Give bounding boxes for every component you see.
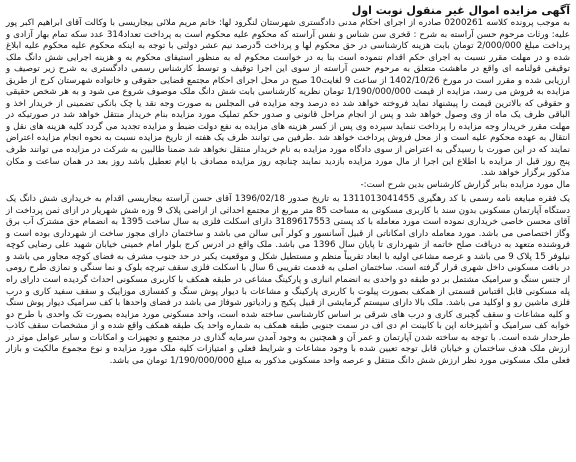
- notice-intro-paragraph: به موجب پرونده کلاسه 0200261 صادره از اجرای احکام مدنی دادگستری شهرستان لنگرود لها: خانم مریم ملائی بیجاریسی با وکالت آقای ابراهیم اکبر پور علیه: ورثات مرحوم حسن آراسته به شرح : قخری سن شناس و نفس آراسته که محکوم علیه محکوم است به پرداخت تعداد314 عدد سکه تمام بهار آزادی و پرداخت مبلغ 2/000/000 تومان بابت هزینه کارشناسی در حق محکوم لها و پرداخت 5درصد نیم عشر دولتی با توجه به اینکه محکوم علیه محکوم علیه ابلاغ شده و در مهلت مقرر نسبت به اجرای حکم اقدام ننموده است بنا به در خواست محکوم له به منظور استیفای محکوم به و هزینه اجرایی شش دانگ ملک توقیفی قولنامه ای واقع در ماهشت متعلق به مرحوم حسن آراسته از سوی این اجرا توقیف و توسط کارشناس رسمی دادگستری به شرح زیر توصیف و ارزیابی شده و مقرر است در مورخ 1402/10/26 از ساعت 9 لغایت10 صبح در محل اجرای احکام مجتمع قضایی حقوقی و خانواده شهرستان کرج از طریق مزایده به فروش می رسد، مزایده از قیمت 1/190/000/000 تومان نظریه کارشناسی بابت شش دانگ ملک موصوف شروع می شود و به هر شخص حقیقی و حقوقی که بالاترین قیمت را پیشنهاد نماید فروخته خواهد شد ده درصد وجه مزایده فی المجلس به صورت وجه نقد یا چک بانکی تضمینی از خریدار اخذ و الباقی ظرف یک ماه از وی وصول خواهد شد و پس از انجام مراحل قانونی و صدور حکم تملیک مورد مزایده بنام خریدار منتقل خواهد شد در صورتیکه در مهلت مقرر خریدار وجه مزایده را پرداخت ننماید سپرده وی پس از کسر هزینه های مزایده به نفع دولت ضبط و مزایده تجدید می گردد کلیه هزینه های نقل و انتقال به عهده محکوم علیه است و از محل فروش پرداخت خواهد شد .طرفین می توانند ظرف یک هفته از تاریخ مزایده نسبت به نحوه انجام مزایده اعتراض نمایند که در این صورت با رسیدگی به اعتراض از سوی دادگاه مورد مزایده به نام خریدار منتقل نخواهد شد ضمنا طالبین به شرکت در مزایده می توانند ظرف پنج روز قبل از مزایده با اطلاع این اجرا از مال مورد مزایده بازدید نمایند چنانچه روز مزایده مصادف با ایام تعطیل باشد روز بعد در همان ساعت و مکان مذکور برگزار خواهد شد.: [6, 18, 570, 179]
- property-description-paragraph: یک فقره مبایعه نامه رسمی با کد رهگیری 1311013041455 به تاریخ صدور 1396/02/18 آقای حسن آراسته بیجاریسی اقدام به خریداری شش دانگ یک دستگاه آپارتمان مسکونی بدون سند با کاربری مسکونی به مساحت 85 متر مربع از مجتمع احداثی از اراضی پلاک 9 وزه شش شهریار در ازای ثمن پرداخت از آقای محسن خاصی خریداری نموده است مورد معامله با کد پستی 3189617553 دارای اسکلت فلزی به سال ساخت 1395 به انضمام حق مشترک آب برق وگاز اختصاصی می باشد. مورد معامله دارای امکاناتی از قبیل آسانسور و کولر آبی سالن می باشد و ساختمان دارای مجوز ساخت از شهرداری بوده است و فروشنده متعهد به دریافت صلح خاتمه از شهرداری تا پایان سال 1396 می باشد. ملک واقع در ادرس کرج بلوار امام خمینی خیابان شهید علی رضایی کوچه نیلوفر 15 پلاک 9 می باشد و عرصه مشاعی اولیه با ابعاد تقریباً منظم و مستطیل شکل و موقعیت یکبر در حد جنوب مشرف به فضای کوچه مجاور می باشد و در بافت مسکونی داخل شهری قرار گرفته است. ساختمان اصلی به قدمت تقریبی 6 سال با اسکلت فلزی سقف تیرچه بلوک و نما سنگی و نمازی طرح رومی از جنس سنگ و سرامیک مشتمل بر دو طبقه دو واحدی به انضمام انباری و پارکینگ مشاعی در طبقه همکف با کاربری مسکونی احداث گردیده است دارای راه پله مسکونی قابل اقتباس قسمتی از همکف بصورت پیلوت با کاربری پارکینگ و مشاعات با دیوار پوش سنگ و کفسازی موزاییک و سقف سفید کاری و درب فلزی ماشین رو و اوکلید می باشد. ملک بالا دارای سیستم گرمایشی از قبیل پکیج و رادیاتور شوفاژ می باشد در فضای واحدها با کف سرامیک دیوار پوش سنگ و کلیه مشاعات و سقف گچبری کاری و درب های شرقی بر اساس کارشناسی ساخته شده است، واحد مسکونی مورد مزایده بصورت تک واحدی با طرح دو خوابه کف سرامیک و آشپزخانه اپن با کابینت ام دی اف در سمت جنوبی طبقه همکف به شماره واحد یک طبقه همکف واقع شده و از مشخصات سقف کاذب طرحدار شده است. با توجه به ساخته شدن آپارتمان و عمر آن و همچنین به وجود آمدن سرمایه گذاری در مجتمع و تجهیزات و امکانات و سایر عوامل موثر در ارزش ملک هدف ساختمان و خیابان قابل توجه تعیین شده با وجود مشاعات و شرایط فعلی و امتیازات کلیه ملک مورد مزایده و نوع مجموع مالکیت و بازار فعلی ملک مسکونی مورد نظر ارزش شش دانگ منتقل و عرصه واحد مسکونی مذکور به مبلغ 1/190/000/000 تومان می باشد.: [6, 194, 571, 366]
- property-description-heading: مال مورد مزایده بنابر گزارش کارشناس بدین شرح است:-: [360, 179, 570, 190]
- notice-title: آگهی مزایده اموال غیر منقول نوبت اول: [351, 4, 570, 17]
